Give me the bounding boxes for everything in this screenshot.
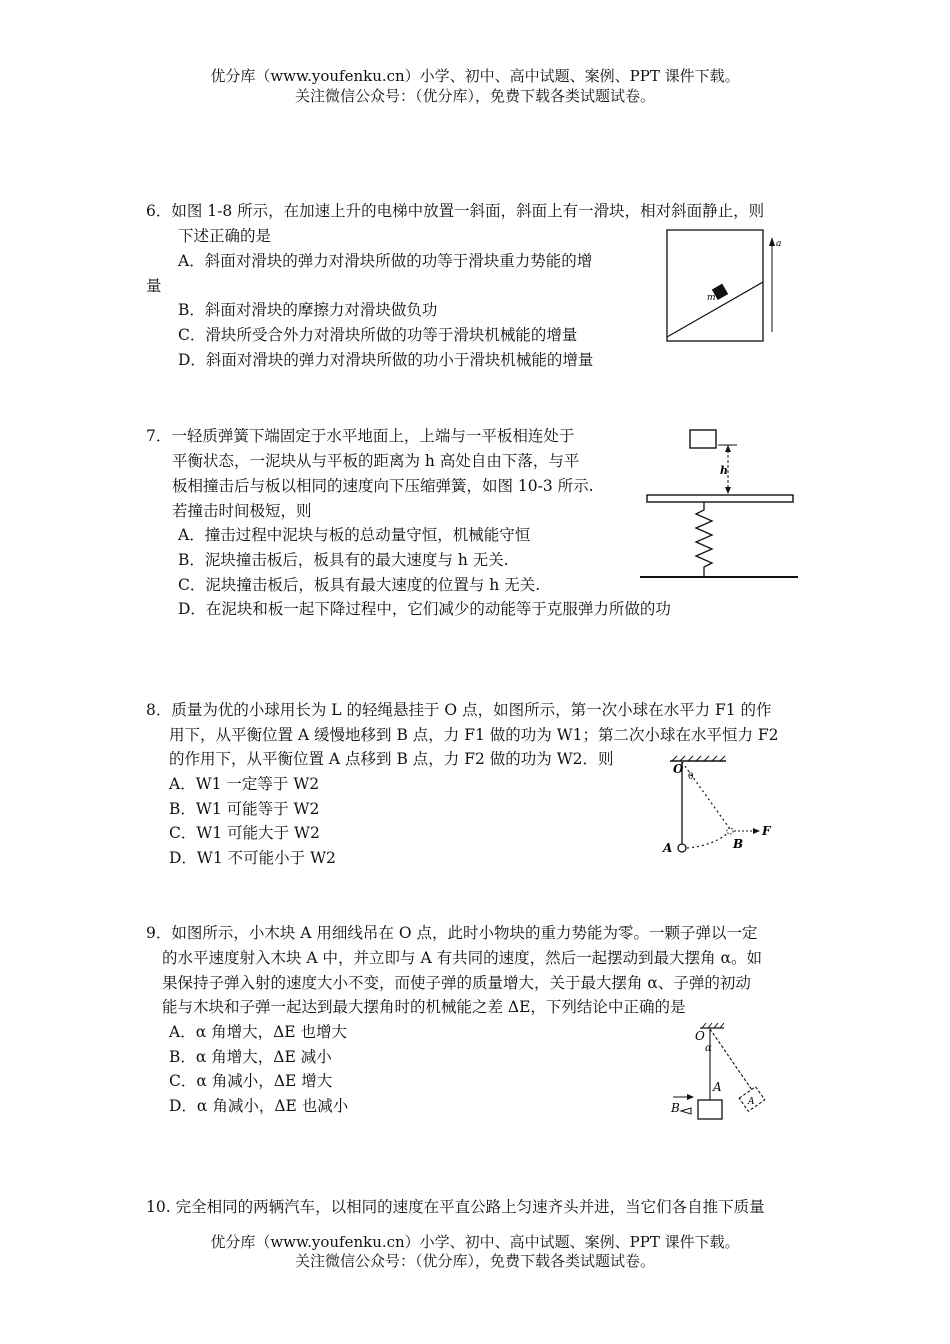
q7-option-c: C．泥块撞击板后，板具有最大速度的位置与 h 无关. xyxy=(178,576,541,594)
q7-stem-line-4: 若撞击时间极短，则 xyxy=(172,502,312,520)
q7-option-d: D．在泥块和板一起下降过程中，它们减少的动能等于克服弹力所做的功 xyxy=(178,600,671,618)
force-label: F xyxy=(762,824,771,838)
pivot-label: O xyxy=(673,762,684,776)
q8-option-b: B．W1 可能等于 W2 xyxy=(169,800,320,818)
q6-option-b: B．斜面对滑块的摩擦力对滑块做负功 xyxy=(178,301,438,319)
q9-option-b: B．α 角增大，ΔE 减小 xyxy=(169,1048,332,1066)
q6-option-a: A．斜面对滑块的弹力对滑块所做的功等于滑块重力势能的增 xyxy=(178,252,593,270)
q6-option-c: C．滑块所受合外力对滑块所做的功等于滑块机械能的增量 xyxy=(178,326,578,344)
q7-stem-line-3: 板相撞击后与板以相同的速度向下压缩弹簧，如图 10-3 所示. xyxy=(172,477,594,495)
height-arrow-down xyxy=(725,487,731,494)
acceleration-label: a xyxy=(776,239,782,249)
q9-stem-line-1: 9．如图所示，小木块 A 用细线吊在 O 点，此时小物块的重力势能为零。一颗子弹以一定 xyxy=(146,924,758,942)
q9-stem-line-3: 果保持子弹入射的速度大小不变，而使子弹的质量增大，关于最大摆角 α、子弹的初动 xyxy=(162,974,751,992)
q9-option-a: A．α 角增大，ΔE 也增大 xyxy=(169,1023,348,1041)
q6-stem-line-2: 下述正确的是 xyxy=(178,227,272,245)
height-label: h xyxy=(720,464,728,477)
arc-path xyxy=(687,833,728,848)
max-angle-label: α xyxy=(705,1043,712,1054)
bullet-label: B xyxy=(671,1101,680,1115)
swung-block-label: A xyxy=(748,1097,755,1107)
point-a-label: A xyxy=(663,841,673,855)
ball-at-b xyxy=(727,828,733,834)
pivot-label: O xyxy=(695,1029,705,1043)
ceiling-hatch xyxy=(702,1023,724,1028)
acceleration-arrow-head xyxy=(769,237,775,246)
q9-stem-line-2: 的水平速度射入木块 A 中，并立即与 A 有共同的速度，然后一起摆动到最大摆角 α。如 xyxy=(162,949,762,967)
bullet-velocity-arrow-head xyxy=(687,1094,694,1100)
q7-spring-figure xyxy=(640,428,800,583)
wood-block xyxy=(698,1100,722,1119)
q8-stem-line-3: 的作用下，从平衡位置 A 点移到 B 点，力 F2 做的功为 W2．则 xyxy=(169,750,614,768)
header-line-1: 优分库（www.youfenku.cn）小学、初中、高中试题、案例、PPT 课件下载。 xyxy=(210,67,740,85)
q6-stem-line-1: 6．如图 1-8 所示，在加速上升的电梯中放置一斜面，斜面上有一滑块，相对斜面静止，则 xyxy=(146,202,765,220)
angle-label: θ xyxy=(688,772,694,782)
height-arrow-up xyxy=(725,445,731,452)
q6-option-a-cont: 量 xyxy=(146,277,162,295)
q6-elevator-figure xyxy=(665,228,785,348)
spring xyxy=(696,502,712,576)
q8-option-d: D．W1 不可能小于 W2 xyxy=(169,849,336,867)
q7-stem-line-2: 平衡状态，一泥块从与平板的距离为 h 高处自由下落，与平 xyxy=(172,452,580,470)
footer-line-1: 优分库（www.youfenku.cn）小学、初中、高中试题、案例、PPT 课件下载。 xyxy=(210,1233,740,1251)
q8-stem-line-2: 用下，从平衡位置 A 缓慢地移到 B 点，力 F1 做的功为 W1；第二次小球在水平恒力 F2 xyxy=(169,726,779,744)
q7-option-a: A．撞击过程中泥块与板的总动量守恒，机械能守恒 xyxy=(178,526,531,544)
mass-label: m xyxy=(707,293,716,303)
elevator-box xyxy=(667,230,763,341)
q7-option-b: B．泥块撞击板后，板具有的最大速度与 h 无关. xyxy=(178,551,509,569)
q10-stem-line-1: 10. 完全相同的两辆汽车，以相同的速度在平直公路上匀速齐头并进，当它们各自推下质量 xyxy=(146,1198,765,1216)
q9-stem-line-4: 能与木块和子弹一起达到最大摆角时的机械能之差 ΔE，下列结论中正确的是 xyxy=(162,998,686,1016)
mud-block xyxy=(690,430,716,448)
q8-option-c: C．W1 可能大于 W2 xyxy=(169,824,320,842)
q8-stem-line-1: 8．质量为优的小球用长为 L 的轻绳悬挂于 O 点，如图所示，第一次小球在水平力 F1 的作 xyxy=(146,701,772,719)
q7-stem-line-1: 7．一轻质弹簧下端固定于水平地面上，上端与一平板相连处于 xyxy=(146,427,575,445)
ball-at-a xyxy=(678,844,686,852)
bullet xyxy=(681,1108,691,1114)
q9-option-d: D．α 角减小，ΔE 也减小 xyxy=(169,1097,349,1115)
force-arrow-head xyxy=(753,828,760,834)
block-label: A xyxy=(713,1080,722,1094)
q8-option-a: A．W1 一定等于 W2 xyxy=(169,775,320,793)
header-line-2: 关注微信公众号：（优分库），免费下载各类试题试卷。 xyxy=(294,87,655,105)
flat-plate xyxy=(647,495,793,502)
q6-option-d: D．斜面对滑块的弹力对滑块所做的功小于滑块机械能的增量 xyxy=(178,351,594,369)
q9-pendulum-figure xyxy=(668,1020,778,1125)
q9-option-c: C．α 角减小，ΔE 增大 xyxy=(169,1072,333,1090)
footer-line-2: 关注微信公众号：（优分库），免费下载各类试题试卷。 xyxy=(294,1252,655,1270)
point-b-label: B xyxy=(733,837,744,851)
q8-pendulum-figure xyxy=(660,755,780,855)
